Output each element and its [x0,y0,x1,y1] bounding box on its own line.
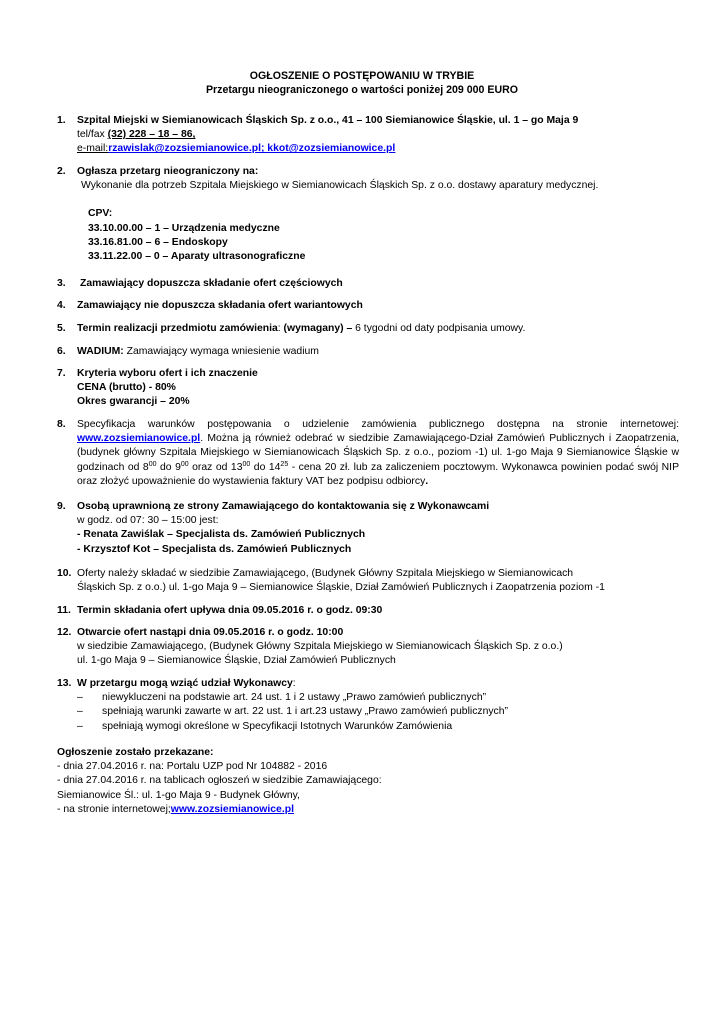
tel-label: tel/fax [77,129,108,141]
time-sup: 25 [280,460,289,468]
partial-offers-text: Zamawiający dopuszcza składanie ofert częściowych [80,278,343,289]
section-number: 9. [57,501,66,512]
variant-offers-text: Zamawiający nie dopuszcza składania ofert wariantowych [77,300,363,311]
participants-colon: : [292,678,296,689]
opening-place-line: ul. 1-go Maja 9 – Siemianowice Śląskie, Dział Zamówień Publicznych [77,655,396,667]
publication-line [57,803,697,817]
section-number: 8. [57,419,66,430]
tel-value: (32) 228 – 18 – 86, [107,129,196,141]
section-1 [57,114,679,157]
dash-bullet: – [77,720,83,732]
page-subtitle: Przetargu nieograniczonego o wartości poniżej 209 000 EURO [205,84,518,96]
spec-text: do 9 [156,461,181,473]
opening-heading: Otwarcie ofert nastąpi dnia 09.05.2016 r. o godz. 10:00 [77,627,344,638]
publication-prefix: - na stronie internetowej; [57,803,171,815]
email-line [77,142,679,156]
time-sup: 00 [242,460,251,468]
opening-place-line: w siedzibie Zamawiającego, (Budynek Główny Szpitala Miejskiego w Siemianowicach Śląskich Sp. z o.o.) [77,641,563,653]
cpv-code: 33.16.81.00 – 6 – Endoskopy [88,236,228,248]
publication-line: Siemianowice Śl.: ul. 1-go Maja 9 - Budynek Główny, [57,789,300,801]
deposit-label: WADIUM: [77,346,124,357]
list-item-text: spełniają wymogi określone w Specyfikacji Istotnych Warunków Zamówienia [102,720,453,732]
section-number: 6. [57,346,66,357]
time-sup: 00 [180,460,189,468]
section-number: 5. [57,323,66,334]
publication-line: - dnia 27.04.2016 r. na: Portalu UZP pod Nr 104882 - 2016 [57,761,328,773]
spec-text: - cena 20 zł. lub za zaliczeniem pocztowym. Wykonawca powinien podać swój NIP oraz złożyć upoważnienie do wystawienia faktury VAT bez podpisu odbiorcy [77,461,679,487]
participants-heading-text: W przetargu mogą wziąć udział Wykonawcy [77,678,293,689]
section-number: 7. [57,368,66,379]
dash-bullet: – [77,706,83,718]
section-number: 2. [57,166,66,177]
realization-colon: : [277,323,284,334]
section-4 [57,299,679,313]
spec-text: Specyfikacja warunków postępowania o udzielenie zamówienia publicznego dostępna na stronie internetowej: [77,419,679,430]
cpv-code: 33.11.22.00 – 0 – Aparaty ultrasonograficzne [88,251,306,263]
realization-label: Termin realizacji przedmiotu zamówienia [77,323,278,334]
section-9 [57,500,679,557]
deposit-line [77,345,679,359]
realization-required: (wymagany) – [283,323,353,334]
cpv-label: CPV: [88,208,113,220]
section-7 [57,367,679,410]
time-sup: 00 [148,460,157,468]
section-number: 10. [57,568,72,579]
cpv-code: 33.10.00.00 – 1 – Urządzenia medyczne [88,222,280,234]
contact-person: - Krzysztof Kot – Specjalista ds. Zamówień Publicznych [77,543,352,555]
section-number: 11. [57,605,71,616]
deadline-text: Termin składania ofert upływa dnia 09.05.2016 r. o godz. 09:30 [77,605,383,616]
website-link[interactable]: www.zozsiemianowice.pl [77,433,201,445]
tender-heading: Ogłasza przetarg nieograniczony na: [77,166,259,177]
criteria-heading: Kryteria wyboru ofert i ich znaczenie [77,368,258,379]
list-item [77,705,679,719]
participants-heading [77,677,679,691]
cpv-block [88,207,679,264]
spec-text: . Można ją również odebrać w siedzibie Zamawiającego-Dział Zamówień Publicznych i Zaopatrzenia, (budynek główny Szpitala Miejskiego w Siemianowicach Śląskich Sp. z o.o., poziom -1) ul. 1-go Maja 9 Siemianowice Śląskie w godzinach od 8 [77,433,679,473]
contact-person: - Renata Zawiślak – Specjalista ds. Zamówień Publicznych [77,529,366,541]
specification-paragraph [77,418,679,489]
tender-description: Wykonanie dla potrzeb Szpitala Miejskiego w Siemianowicach Śląskich Sp. z o.o. dostawy aparatury medycznej. [81,180,599,192]
publication-heading: Ogłoszenie zostało przekazane: [57,747,214,758]
dash-bullet: – [77,692,83,704]
section-3 [57,277,679,291]
list-item [77,691,679,705]
criterion-price: CENA (brutto) - 80% [77,382,176,394]
section-number: 4. [57,300,66,311]
section-13 [57,677,679,734]
realization-term [77,322,679,336]
list-item-text: spełniają warunki zawarte w art. 22 ust. 1 i art.23 ustawy „Prawo zamówień publicznych” [102,706,508,718]
section-6 [57,345,679,359]
publication-info [57,746,697,817]
section-number: 1. [57,115,66,126]
section-number: 3. [57,278,66,289]
contact-hours: w godz. od 07: 30 – 15:00 jest: [77,515,219,527]
tel-fax-line [77,128,679,142]
spec-period: . [425,475,429,487]
section-12 [57,626,679,669]
deposit-value: Zamawiający wymaga wniesienie wadium [123,346,319,357]
section-number: 12. [57,627,72,638]
realization-value: 6 tygodni od daty podpisania umowy. [352,323,526,334]
section-10 [57,567,679,595]
criterion-warranty: Okres gwarancji – 20% [77,396,190,408]
list-item [77,720,679,734]
offer-place-line: Śląskich Sp. z o.o.) ul. 1-go Maja 9 – Siemianowice Śląskie, Dział Zamówień Publicznych i Zaopatrzenia poziom -1 [77,582,605,594]
spec-text: do 14 [250,461,281,473]
website-link[interactable]: www.zozsiemianowice.pl [170,803,294,815]
contact-heading: Osobą uprawnioną ze strony Zamawiającego do kontaktowania się z Wykonawcami [77,501,490,512]
section-number: 13. [57,678,72,689]
spec-text: oraz od 13 [188,461,243,473]
hospital-address: Szpital Miejski w Siemianowicach Śląskich Sp. z o.o., 41 – 100 Siemianowice Śląskie, ul. 1 – go Maja 9 [77,115,579,126]
page-title: OGŁOSZENIE O POSTĘPOWANIU W TRYBIE [249,70,475,82]
email-label: e-mail: [77,143,109,155]
publication-line: - dnia 27.04.2016 r. na tablicach ogłoszeń w siedzibie Zamawiającego: [57,775,382,787]
section-5 [57,322,679,336]
list-item-text: niewykluczeni na podstawie art. 24 ust. 1 i 2 ustawy „Prawo zamówień publicznych” [102,692,487,704]
section-2 [57,165,679,264]
offer-place-line: Oferty należy składać w siedzibie Zamawiającego, (Budynek Główny Szpitala Miejskiego w Siemianowicach [77,568,574,579]
section-8 [57,418,679,489]
section-11 [57,604,679,618]
email-link[interactable]: rzawislak@zozsiemianowice.pl; kkot@zozsiemianowice.pl [108,143,396,155]
